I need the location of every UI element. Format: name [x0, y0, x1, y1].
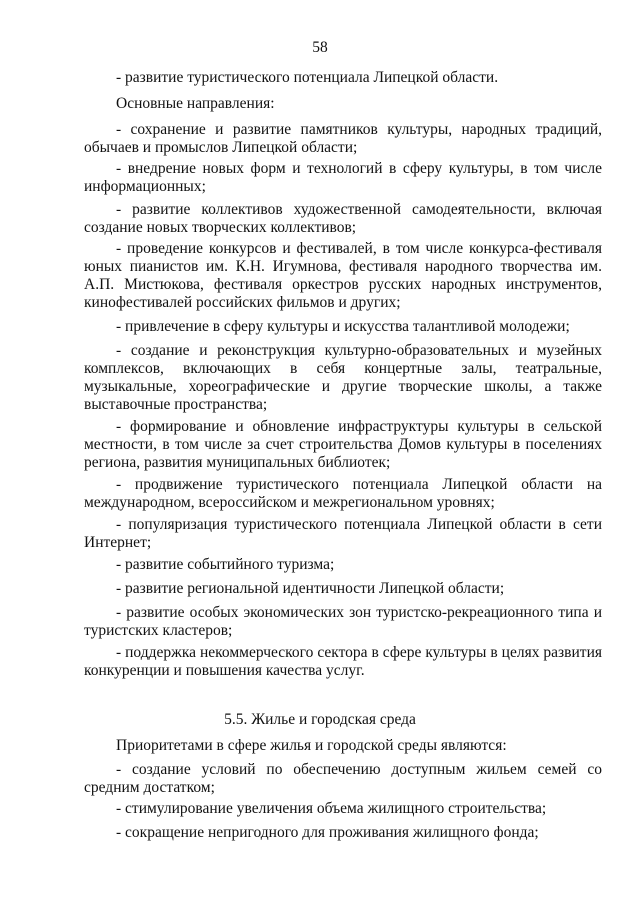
paragraph: - создание и реконструкция культурно-образовательных и музейных комплексов, включающих в себя концертные залы, театральные, музыкальные, хореографические и другие творческие школы, а также выставочные пространства;: [84, 342, 602, 413]
paragraph: - развитие коллективов художественной самодеятельности, включая создание новых творческих коллективов;: [84, 201, 602, 236]
paragraph: - создание условий по обеспечению доступным жильем семей со средним достатком;: [84, 761, 602, 796]
paragraph: - поддержка некоммерческого сектора в сфере культуры в целях развития конкуренции и повышения качества услуг.: [84, 644, 602, 679]
paragraph: - развитие региональной идентичности Липецкой области;: [116, 580, 505, 597]
section-heading: 5.5. Жилье и городская среда: [224, 711, 416, 728]
paragraph: - внедрение новых форм и технологий в сферу культуры, в том числе информационных;: [84, 160, 602, 195]
paragraph: - формирование и обновление инфраструктуры культуры в сельской местности, в том числе за счет строительства Домов культуры в поселениях региона, развития муниципальных библиотек;: [84, 418, 602, 471]
page-number: 58: [312, 39, 328, 56]
paragraph: - привлечение в сферу культуры и искусства талантливой молодежи;: [116, 318, 570, 335]
paragraph: - проведение конкурсов и фестивалей, в том числе конкурса-фестиваля юных пианистов им. К.Н. Игумнова, фестиваля народного творчества им. А.П. Мистюкова, фестиваля оркестров русских народных инструментов, кинофестивалей российских фильмов и других;: [84, 240, 602, 311]
paragraph: - сокращение непригодного для проживания жилищного фонда;: [116, 824, 539, 841]
paragraph: - продвижение туристического потенциала Липецкой области на международном, всероссийском и межрегиональном уровнях;: [84, 476, 602, 511]
paragraph: - популяризация туристического потенциала Липецкой области в сети Интернет;: [84, 516, 602, 551]
paragraph: Основные направления:: [116, 95, 275, 112]
paragraph: - сохранение и развитие памятников культуры, народных традиций, обычаев и промыслов Липецкой области;: [84, 121, 602, 156]
paragraph: - развитие особых экономических зон туристско-рекреационного типа и туристских кластеров;: [84, 604, 602, 639]
paragraph: - стимулирование увеличения объема жилищного строительства;: [116, 800, 547, 817]
paragraph: - развитие туристического потенциала Липецкой области.: [116, 69, 499, 86]
paragraph: - развитие событийного туризма;: [116, 556, 335, 573]
paragraph: Приоритетами в сфере жилья и городской среды являются:: [116, 737, 507, 754]
